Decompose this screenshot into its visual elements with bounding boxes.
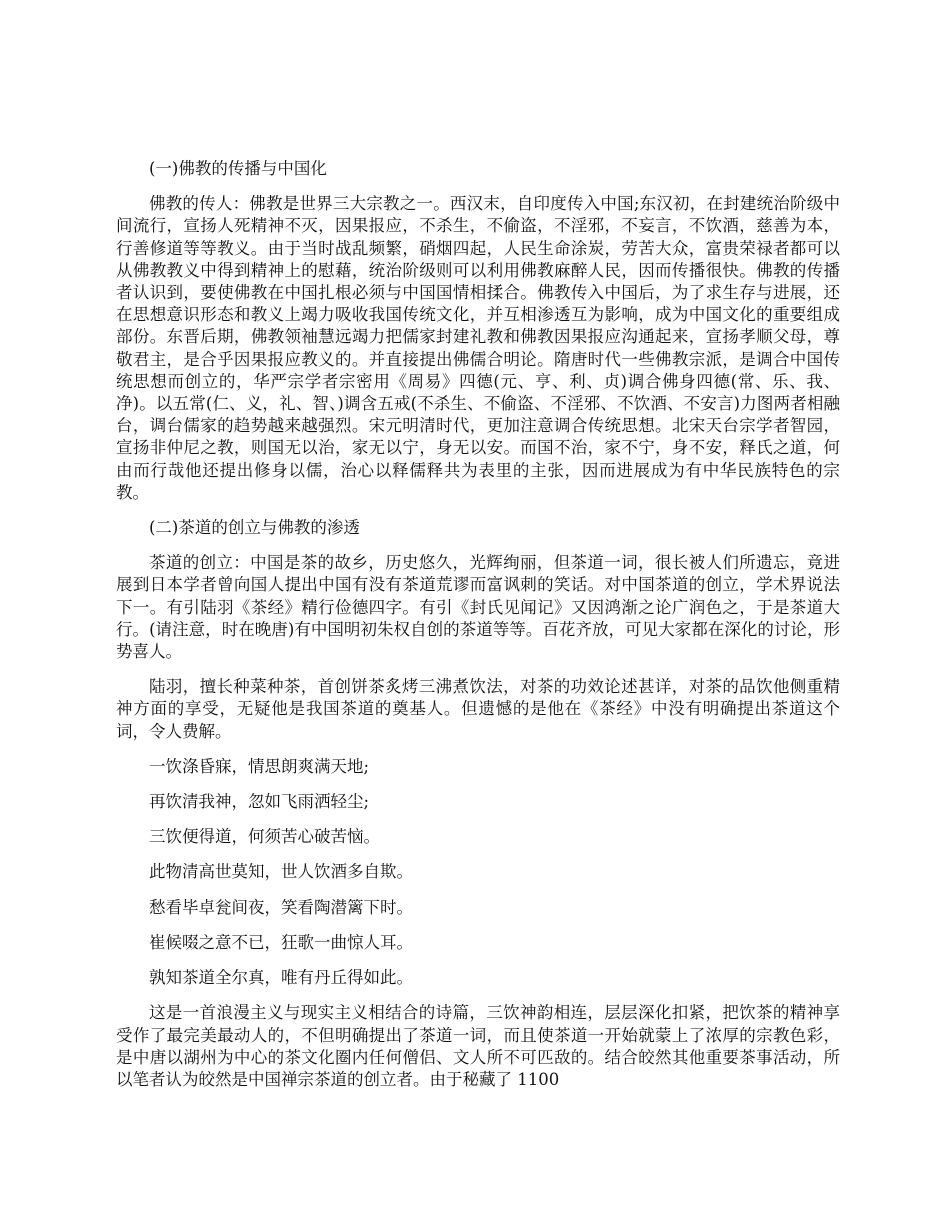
poem-line: 三饮便得道，何须苦心破苦恼。: [149, 827, 380, 847]
poem-line: 愁看毕卓瓮间夜，笑看陶潜篱下时。: [149, 897, 413, 917]
paragraph-lu-yu: 陆羽，擅长种菜种茶，首创饼茶炙烤三沸煮饮法，对茶的功效论述甚详，对茶的品饮他侧重精神方面的享受，无疑他是我国茶道的奠基人。但遗憾的是他在《茶经》中没有明确提出茶道这个词，令人费解。: [116, 677, 840, 741]
section-heading-buddhism: (一)佛教的传播与中国化: [149, 159, 327, 178]
poem-line: 崔候啜之意不已，狂歌一曲惊人耳。: [149, 932, 413, 952]
poem-line: 再饮清我神，忽如飞雨洒轻尘;: [149, 792, 370, 812]
document-body: [116, 158, 840, 1104]
paragraph-buddhism-spread: 佛教的传人：佛教是世界三大宗教之一。西汉末，自印度传入中国;东汉初，在封建统治阶级中间流行，宣扬人死精神不灭，因果报应，不杀生，不偷盗，不淫邪，不妄言，不饮酒，慈善为本，行善修道等等教义。由于当时战乱频繁，硝烟四起，人民生命涂炭，劳苦大众，富贵荣禄者都可以从佛教教义中得到精神上的慰藉，统治阶级则可以利用佛教麻醉人民，因而传播很快。佛教的传播者认识到，要使佛教在中国扎根必须与中国国情相揉合。佛教传入中国后，为了求生存与进展，还在思想意识形态和教义上竭力吸收我国传统文化，并互相渗透互为影响，成为中国文化的重要组成部份。东晋后期，佛教领袖慧远竭力把儒家封建礼教和佛教因果报应沟通起来，宣扬孝顺父母，尊敬君主，是合乎因果报应教义的。并直接提出佛儒合明论。隋唐时代一些佛教宗派，是调合中国传统思想而创立的，华严宗学者宗密用《周易》四德(元、亨、利、贞)调合佛身四德(常、乐、我、净)。以五常(仁、义，礼、智、)调含五戒(不杀生、不偷盗、不淫邪、不饮酒、不安言)力图两者相融台，调台儒家的趋势越来越强烈。宋元明清时代，更加注意调合传统思想。北宋天台宗学者智园，宣扬非仲尼之教，则国无以治，家无以宁，身无以安。而国不治，家不宁，身不安，释氏之道，何由而行哉他还提出修身以儒，治心以释儒释共为表里的主张，因而进展成为有中华民族特色的宗教。: [116, 194, 840, 502]
poem-line: 孰知茶道全尔真，唯有丹丘得如此。: [149, 968, 413, 988]
poem-line: 一饮涤昏寐，情思朗爽满天地;: [149, 756, 370, 776]
paragraph-tea-ceremony-origin: 茶道的创立：中国是茶的故乡，历史悠久，光辉绚丽，但茶道一词，很长被人们所遗忘，竟进展到日本学者曾向国人提出中国有没有茶道荒谬而富讽刺的笑话。对中国茶道的创立，学术界说法下一。有引陆羽《茶经》精行俭德四字。有引《封氏见闻记》又因鸿渐之论广润色之，于是茶道大行。(请注意，时在晚唐)有中国明初朱权自创的茶道等等。百花齐放，可见大家都在深化的讨论，形势喜人。: [116, 553, 840, 662]
paragraph-poem-commentary: 这是一首浪漫主义与现实主义相结合的诗篇，三饮神韵相连，层层深化扣紧，把饮茶的精神享受作了最完美最动人的，不但明确提出了茶道一词，而且使茶道一开始就蒙上了浓厚的宗教色彩，是中唐以湖州为中心的茶文化圈内任何僧侣、文人所不可匹敌的。结合皎然其他重要茶事活动，所以笔者认为皎然是中国禅宗茶道的创立者。由于秘藏了 1100: [116, 1003, 840, 1089]
poem-line: 此物清高世莫知，世人饮酒多自欺。: [149, 862, 413, 882]
section-heading-tea-ceremony: (二)茶道的创立与佛教的渗透: [149, 518, 360, 538]
